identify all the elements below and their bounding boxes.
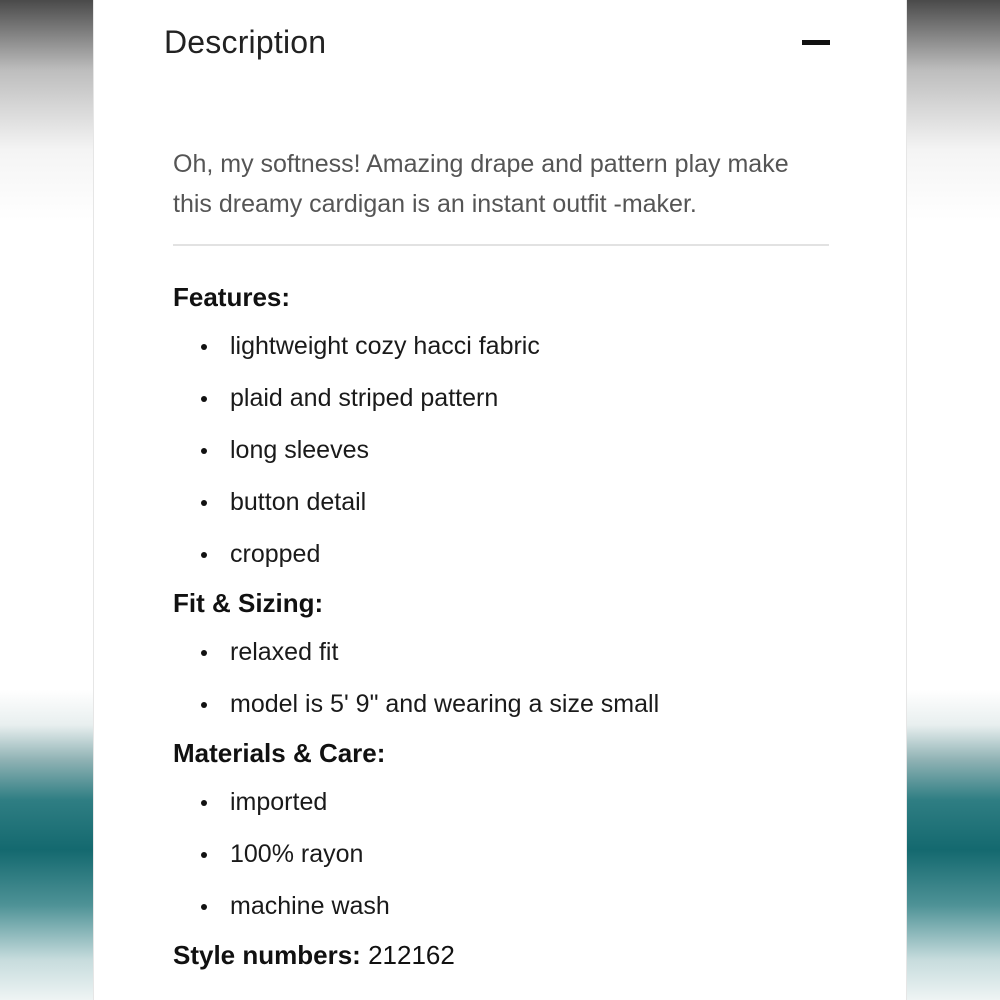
minus-icon[interactable] [802,40,830,45]
list-item: button detail [173,476,833,528]
list-item: relaxed fit [173,626,833,678]
list-item: lightweight cozy hacci fabric [173,320,833,372]
style-numbers-value: 212162 [368,940,455,970]
divider [173,244,829,246]
materials-care-list [173,776,833,932]
fit-sizing-heading: Fit & Sizing: [173,588,324,618]
accordion-title: Description [164,24,327,60]
materials-care-heading: Materials & Care: [173,738,386,768]
features-heading: Features: [173,282,291,312]
list-item: imported [173,776,833,828]
product-details-panel [93,0,907,1000]
description-text: Oh, my softness! Amazing drape and pattern play make this dreamy cardigan is an instant outfit -maker. [173,150,789,218]
fit-sizing-list [173,626,833,730]
details-content [173,274,833,978]
list-item: 100% rayon [173,828,833,880]
list-item: plaid and striped pattern [173,372,833,424]
style-numbers [173,932,833,978]
style-numbers-label: Style numbers: [173,940,361,970]
features-list [173,320,833,580]
description-accordion-header[interactable] [164,20,830,64]
list-item: model is 5' 9" and wearing a size small [173,678,833,730]
list-item: cropped [173,528,833,580]
list-item: machine wash [173,880,833,932]
list-item: long sleeves [173,424,833,476]
